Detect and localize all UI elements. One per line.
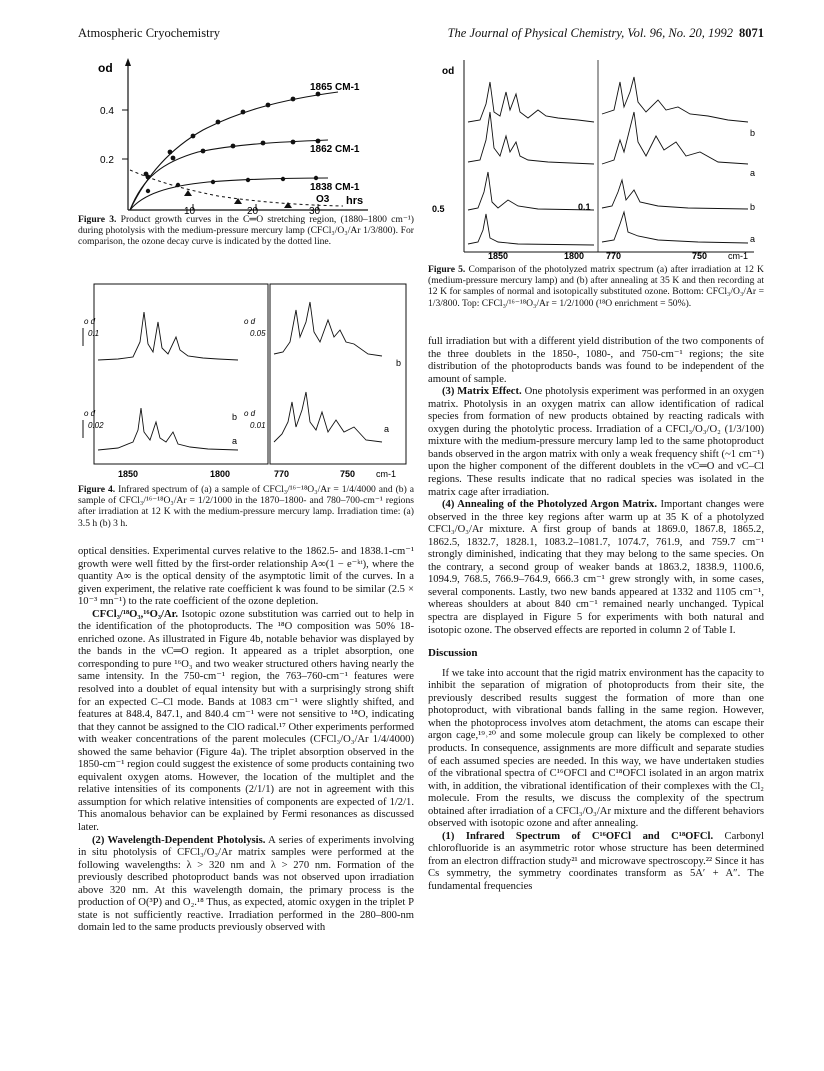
figure-5-caption-text: Comparison of the photolyzed matrix spectrum (a) after irradiation at 12 K (medium-pressure mercury lamp) and (b) after annealing at 35 K and then recording at 12 K for samples of normal and isotopically substituted ozone. Bottom: CFCl₃/O₃/Ar = 1/3/800. Top: CFCl₃/¹⁶⁻¹⁸O₃/Ar = 1/2/1000 (¹⁸O enrichment = 50%). bbox=[428, 264, 764, 309]
scale-value-0-05: 0.05 bbox=[250, 329, 266, 338]
figure-3-caption bbox=[78, 214, 414, 248]
x-tick-770: 770 bbox=[606, 251, 622, 261]
paragraph: full irradiation but with a different yield distribution of the two components of the three doublets in the 1850-, 1080-, and 750-cm⁻¹ regions; the site distribution of the photoproducts bands was found to be independent of the amount of sample. bbox=[428, 336, 764, 385]
section-heading-discussion: Discussion bbox=[428, 647, 478, 660]
scale-label-od-4: o d bbox=[244, 409, 256, 418]
figure-4-spectra bbox=[78, 282, 414, 482]
label-1865: 1865 CM-1 bbox=[310, 82, 360, 93]
running-head-right bbox=[448, 26, 764, 41]
x-tick-20: 20 bbox=[247, 206, 259, 216]
trace-top-b-left bbox=[468, 82, 594, 122]
figure-3-caption-text: Product growth curves in the C═O stretching region, (1880–1800 cm⁻¹) during photolysis with the medium-pressure mercury lamp (CFCl₃/O₃/Ar 1/3/800). For comparison, the ozone decay curve is indicated by the dotted line. bbox=[78, 214, 414, 248]
paragraph-heading: (3) Matrix Effect. bbox=[442, 386, 522, 398]
curve-1862 bbox=[130, 140, 328, 210]
trace-label-a-bottom: a bbox=[750, 234, 756, 244]
running-head-left: Atmospheric Cryochemistry bbox=[78, 26, 220, 40]
scale-label-od-1: o d bbox=[84, 317, 96, 326]
figure-3-plot bbox=[78, 52, 414, 216]
trace-label-b-top: b bbox=[750, 128, 756, 138]
paragraph-text: Important changes were observed in the three key regions after warm up at 35 K of a photolyzed CFCl₃/O₃/Ar mixture. A first group of bands at 1869.0, 1867.8, 1865.2, 1862.5, 1832.7, 1828.1, 1083.2–1081.7, 1074.7, 761.9, and 759.7 cm⁻¹ strongly diminished, indicating that they may belong to the same species. On the contrary, a second group of weaker bands at 1863.2, 1838.9, 1100.6, 1094.9, 768.5, 766.9–764.9, 666.3 cm⁻¹ grew strongly with, in some cases, several components. Lastly, two new bands appeared at 1332 and 1105 cm⁻¹, whereas shoulders at about 840 cm⁻¹ remained nearly unchanged. Typical spectra are displayed in Figure 5 for experiments with both natural and isotopic ozone. The observed effects are reported in column 2 of Table I. bbox=[428, 499, 764, 636]
paragraph-text: Isotopic ozone substitution was carried out to help in the identification of the photoproducts. The ¹⁸O composition was 50% 18-enriched ozone. As illustrated in Figure 4b, notable behavior was displayed by the bands in the νC═O region. It appeared as a triplet absorption, one corresponding to pure ¹⁶O₃ and two weaker structured others having nearly the same intensity. In the 750-cm⁻¹ region, the 763–760-cm⁻¹ features were resolved into a doublet of equal intensity but with a surprisingly strong shift for an expected C–Cl mode. Bands at 1083 cm⁻¹ were slightly shifted, and features at 848.4, 847.1, and 840.4 cm⁻¹ were not sensitive to ¹⁸O, indicating that they cannot be assigned to the ClO radical.¹⁷ Other experiments performed with weaker concentrations of the parent molecules (CFCl₃/O₃/Ar 1/4/4000) showed the same behavior (Figure 4a). The triplet absorption observed in the 1850-cm⁻¹ region could suggest the existence of some products containing two equivalent oxygen atoms. However, the location of the multiplet and the relative intensities of its components (2/1/1) are not in agreement with this assumption for which relative intensities of components are expected of 1/2/1. This anomalous behavior can be explained by Fermi resonances as discussed later. bbox=[78, 608, 414, 834]
x-tick-1850: 1850 bbox=[118, 469, 139, 479]
figure-4-caption-text: Infrared spectrum of (a) a sample of CFCl₃/¹⁶⁻¹⁸O₃/Ar = 1/4/4000 and (b) a sample of CFCl₃/¹⁶⁻¹⁸O₃/Ar = 1/2/1000 in the 1870–1800- and 780–700-cm⁻¹ regions after irradiation at 12 K with the medium-pressure mercury lamp. Irradiation time: (a) 3.5 h (b) 3 h. bbox=[78, 484, 414, 529]
paragraph-isotopic bbox=[78, 609, 414, 835]
paragraph-heading: CFCl₃/¹⁸O₃,¹⁶O₃/Ar. bbox=[92, 608, 178, 620]
x-tick-750: 750 bbox=[340, 469, 356, 479]
trace-bottom-a-right bbox=[602, 212, 748, 243]
figure-5-caption bbox=[428, 264, 764, 309]
paragraph-text: A series of experiments involving in situ photolysis of CFCl₃/O₃/Ar matrix samples were performed at the following wavelengths: λ > 320 nm and λ > 270 nm. Formation of the previously described photoproduct bands was not observed upon irradiation above 320 nm. At this wavelength domain, the primary process is the production of O(³P) and O₂.¹⁸ Thus, as expected, atomic oxygen in the triplet P state is not sufficiently reactive. Irradiation performed in the 280–800-nm domain led to the same products previously observed with bbox=[78, 834, 414, 934]
trace-4b-right bbox=[274, 302, 382, 356]
x-tick-10: 10 bbox=[184, 206, 196, 216]
figure-5-spectra bbox=[428, 52, 764, 262]
trace-label-a-top: a bbox=[750, 168, 756, 178]
curve-1838 bbox=[130, 178, 328, 210]
scale-value-0-02: 0.02 bbox=[88, 421, 104, 430]
label-ozone: O3 bbox=[316, 194, 330, 205]
figure-4-caption bbox=[78, 484, 414, 529]
figure-4-caption-label: Figure 4. bbox=[78, 484, 116, 495]
paragraph-text: One photolysis experiment was performed in an oxygen matrix. Photolysis in an oxygen matrix can allow identification of radical species from formation of new products obtained by reacting radicals with oxygen during the photolytic process. Irradiation of a CFCl₃/O₃/O₂ (1/3/100) mixture with the medium-pressure mercury lamp led to the same photoproduct bands observed in the argon matrix with only a weak frequency shift (~1 cm⁻¹) upon the higher component of the different doublets in the νC═O and νC–Cl regions. These results indicate that no radical species was isolated in the matrix cage after irradiation. bbox=[428, 386, 764, 498]
right-column-body bbox=[428, 336, 764, 894]
figure-3 bbox=[78, 52, 414, 216]
trace-label-b-bottom: b bbox=[750, 202, 756, 212]
x-tick-1850: 1850 bbox=[488, 251, 509, 261]
trace-top-b-right bbox=[602, 77, 748, 122]
x-tick-770: 770 bbox=[274, 469, 290, 479]
trace-bottom-b-right bbox=[602, 180, 748, 209]
figure-5-caption-label: Figure 5. bbox=[428, 264, 466, 275]
scale-label-od-3: o d bbox=[244, 317, 256, 326]
x-tick-1800: 1800 bbox=[564, 251, 585, 261]
paragraph: optical densities. Experimental curves relative to the 1862.5- and 1838.1-cm⁻¹ growth were well fitted by the first-order relationship A∞(1 − e⁻ᵏᵗ), where the quantity A∞ is the optical density of the asymptotic limit of the curves. In a given experiment, the relative rate coefficient k was found to be similar (2.5 × 10⁻³ mn⁻¹) to the rate coefficient of the ozone depletion. bbox=[78, 546, 414, 608]
figure-3-caption-label: Figure 3. bbox=[78, 214, 117, 225]
trace-bottom-a-left bbox=[468, 214, 594, 245]
paragraph-annealing bbox=[428, 499, 764, 637]
figure-5-x-axis bbox=[428, 248, 764, 262]
label-1862: 1862 CM-1 bbox=[310, 144, 360, 155]
x-unit-label: hrs bbox=[346, 195, 364, 207]
paragraph-matrix-effect bbox=[428, 386, 764, 499]
curve-1865-points bbox=[146, 92, 321, 180]
trace-4a-right bbox=[274, 392, 382, 442]
page-number: 8071 bbox=[739, 26, 764, 40]
paragraph-discussion: If we take into account that the rigid matrix environment has the capacity to inhibit the separation of migration of photoproducts from their site, the previously described results suggest the formation of more than one photoproduct, with vibrational bands falling in the same region. However, when the photoprocess involves atom detachment, the atoms can escape their argon cage,¹⁹˒²⁰ and some molecule group can likely be complexed to other products. In consequence, assignments are more difficult and separate studies of each assumed species are needed. In this way, we have undertaken studies of the vibrational spectra of C¹⁶OFCl and C¹⁸OFCl isolated in an argon matrix with, in addition, the vibrational identification of their complexes with the Cl₂ molecule. From the results, we discuss the complexity of the spectrum obtained after irradiation of a CFCl₃/O₃/Ar mixture and the different behaviors observed with isotopic ozone and after annealing. bbox=[428, 667, 764, 830]
x-tick-750: 750 bbox=[692, 251, 708, 261]
curve-1862-points bbox=[144, 139, 321, 177]
paragraph-infrared bbox=[428, 831, 764, 894]
scale-label-od-2: o d bbox=[84, 409, 96, 418]
trace-4b-left bbox=[98, 312, 238, 360]
trace-bottom-b-left bbox=[468, 172, 594, 210]
trace-label-b-left: b bbox=[232, 412, 238, 422]
curve-1865 bbox=[130, 92, 338, 210]
scale-value-0-01: 0.01 bbox=[250, 421, 266, 430]
scale-value-0-1: 0.1 bbox=[578, 202, 591, 212]
trace-label-a-right: a bbox=[384, 424, 390, 434]
paragraph-wavelength bbox=[78, 835, 414, 935]
paragraph-heading: (2) Wavelength-Dependent Photolysis. bbox=[92, 834, 266, 846]
scale-label-od: od bbox=[442, 66, 455, 77]
y-tick-0-4: 0.4 bbox=[100, 106, 114, 117]
left-column-body bbox=[78, 546, 414, 935]
scale-value-0-1: 0.1 bbox=[88, 329, 100, 338]
scale-value-0-5: 0.5 bbox=[432, 204, 445, 214]
y-axis-label: od bbox=[98, 61, 113, 75]
paragraph-heading: (1) Infrared Spectrum of C¹⁶OFCl and C¹⁸OFCl. bbox=[442, 830, 714, 842]
label-1838: 1838 CM-1 bbox=[310, 182, 360, 193]
figure-4 bbox=[78, 282, 414, 482]
figure-5 bbox=[428, 52, 764, 262]
x-tick-30: 30 bbox=[309, 206, 321, 216]
page-header bbox=[78, 26, 764, 44]
trace-label-b-right: b bbox=[396, 358, 402, 368]
paragraph-text: Carbonyl chlorofluoride is an asymmetric rotor whose structure has been determined from an electron diffraction study²¹ and microwave spectroscopy.²² Since it has Cs symmetry, the symmetry coordinates transform as 5A′ + A″. The fundamental frequencies bbox=[428, 830, 764, 892]
trace-4a-left bbox=[98, 408, 238, 450]
x-unit: cm-1 bbox=[376, 469, 396, 479]
paragraph-heading: (4) Annealing of the Photolyzed Argon Matrix. bbox=[442, 499, 657, 511]
x-unit: cm-1 bbox=[728, 251, 748, 261]
y-tick-0-2: 0.2 bbox=[100, 155, 114, 166]
trace-label-a-left: a bbox=[232, 436, 238, 446]
x-tick-1800: 1800 bbox=[210, 469, 231, 479]
journal-citation: The Journal of Physical Chemistry, Vol. 96, No. 20, 1992 bbox=[447, 26, 733, 40]
